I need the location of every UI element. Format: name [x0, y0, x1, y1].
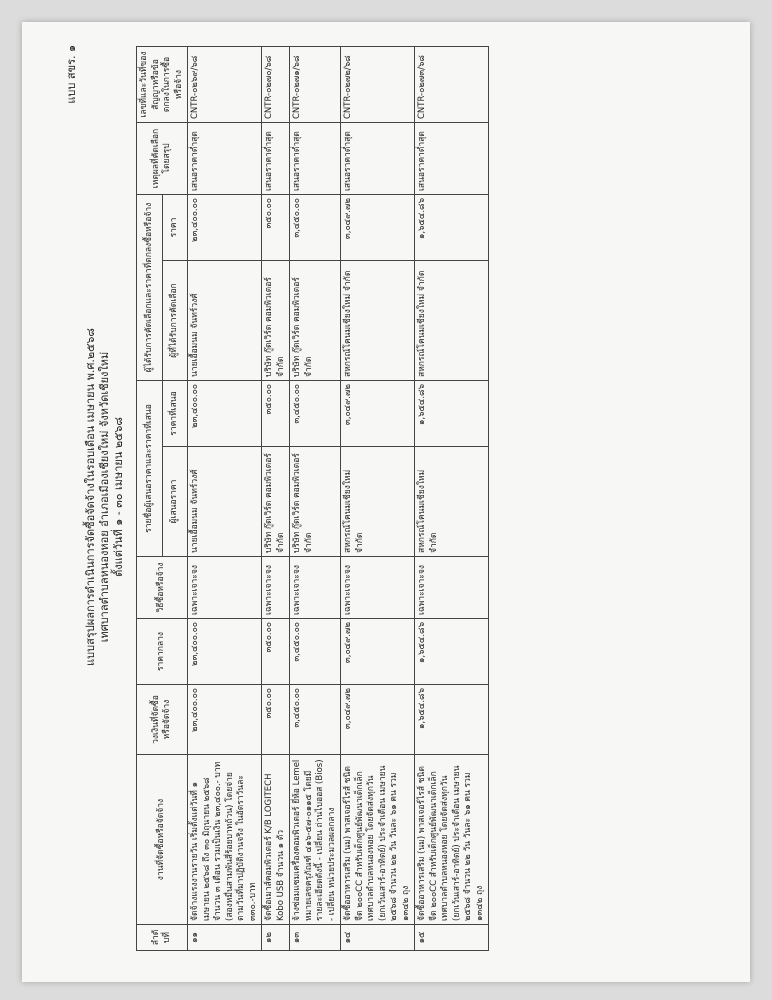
cell-reason: เสนอราคาต่ำสุด [262, 123, 290, 195]
table-row [341, 47, 415, 951]
header-no: ลำดับที่ [137, 925, 188, 951]
rotated-report [62, 35, 722, 959]
cell-median: ๒๓,๔๐๐.๐๐ [188, 619, 262, 685]
cell-offer-price: ๓,๔๕๐.๐๐ [290, 381, 341, 447]
cell-contract: CNTR-๐๒๖๙/๖๘ [188, 47, 262, 123]
cell-offeror: บริษัท กู๊ดเวิร์ด คอมพิวเตอร์ จำกัด [290, 447, 341, 557]
header-method: วิธีซื้อหรือจ้าง [137, 557, 188, 619]
cell-budget: ๓,๐๔๙.๗๒ [341, 685, 415, 755]
cell-no: ๑๒ [262, 925, 290, 951]
cell-price: ๓,๔๕๐.๐๐ [290, 195, 341, 261]
cell-method: เฉพาะเจาะจง [262, 557, 290, 619]
cell-method: เฉพาะเจาะจง [415, 557, 489, 619]
table-row [415, 47, 489, 951]
cell-item: จัดซื้ออาหารเสริม (นม) พาสเจอร์ไรส์ ชนิด จืด ๒๐๐CC สำหรับเด็กศูนย์พัฒนาเด็กเล็กเทศบาลตำบลหนองหอย โดยจัดส่งทุกวัน (ยกเว้นเสาร์-อาทิตย์) ประจำเดือน เมษายน ๒๕๖๘ จำนวน ๒๒ วัน วันละ ๖๑ คน รวม ๑๓๔๒ ถุง [341, 755, 415, 925]
table-row [188, 47, 262, 951]
cell-no: ๑๔ [341, 925, 415, 951]
document-page [22, 22, 750, 982]
cell-price: ๓,๐๔๙.๗๒ [341, 195, 415, 261]
cell-method: เฉพาะเจาะจง [290, 557, 341, 619]
procurement-table [136, 46, 489, 951]
cell-no: ๑๓ [290, 925, 341, 951]
cell-method: เฉพาะเจาะจง [341, 557, 415, 619]
cell-winner: บริษัท กู๊ดเวิร์ด คอมพิวเตอร์ จำกัด [262, 261, 290, 381]
cell-contract: CNTR-๐๒๗๒/๖๘ [341, 47, 415, 123]
cell-winner: นายเอื้อมนม จันทร์วงศ์ [188, 261, 262, 381]
header-item: งานที่จัดซื้อหรือจัดจ้าง [137, 755, 188, 925]
table-row [262, 47, 290, 951]
cell-price: ๒๓,๔๐๐.๐๐ [188, 195, 262, 261]
cell-price: ๑,๖๕๔.๘๖ [415, 195, 489, 261]
report-title: แบบสรุปผลการดำเนินการจัดซื้อจัดจ้างในรอบเดือน เมษายน พ.ศ.๒๕๖๘ [84, 328, 97, 666]
header-reason: เหตุผลที่คัดเลือกโดยสรุป [137, 123, 188, 195]
cell-reason: เสนอราคาต่ำสุด [290, 123, 341, 195]
header-offer-group: รายชื่อผู้เสนอราคาและราคาที่เสนอ [137, 381, 163, 557]
cell-price: ๓๕๐.๐๐ [262, 195, 290, 261]
cell-offeror: นายเอื้อมนม จันทร์วงศ์ [188, 447, 262, 557]
cell-median: ๑,๖๕๔.๘๖ [415, 619, 489, 685]
cell-winner: สหกรณ์โคนมเชียงใหม่ จำกัด [415, 261, 489, 381]
report-subtitle: เทศบาลตำบลหนองหอย อำเภอเมืองเชียงใหม่ จังหวัดเชียงใหม่ [98, 351, 111, 643]
cell-winner: บริษัท กู๊ดเวิร์ด คอมพิวเตอร์ จำกัด [290, 261, 341, 381]
cell-reason: เสนอราคาต่ำสุด [188, 123, 262, 195]
cell-winner: สหกรณ์โคนมเชียงใหม่ จำกัด [341, 261, 415, 381]
header-offeror: ผู้เสนอราคา [162, 447, 188, 557]
report-period: ตั้งแต่วันที่ ๑ - ๓๐ เมษายน ๒๕๖๘ [112, 417, 125, 577]
cell-budget: ๑,๖๕๔.๘๖ [415, 685, 489, 755]
cell-item: จัดจ้างแรงงานรายวัน เริ่มตั้งแต่วันที่ ๑ เมษายน ๒๕๖๘ ถึง ๓๐ มิถุนายน ๒๕๖๘ จำนวน ๓ เดือน รวมเป็นเงิน ๒๓,๔๐๐.- บาท (สองหมื่นสามพันสี่ร้อยบาทถ้วน) โดยจ่ายตามวันที่มาปฏิบัติงานจริง ในอัตราวันละ ๓๓๐.-บาท [188, 755, 262, 925]
cell-offeror: สหกรณ์โคนมเชียงใหม่ จำกัด [341, 447, 415, 557]
cell-item: จ้างซ่อมแซมเครื่องคอมพิวเตอร์ ยี่ห้อ Lemel หมายเลขครุภัณฑ์ ๔๑๖-๕๗-๐๑๑๕ โดยมีรายละเอียดดังนี้ - เปลี่ยน ถ่านไบออส (Bios) - เปลี่ยน หน่วยประมวลผลกลาง [290, 755, 341, 925]
header-budget: วงเงินที่จัดซื้อหรือจัดจ้าง [137, 685, 188, 755]
cell-offer-price: ๒๓,๔๐๐.๐๐ [188, 381, 262, 447]
cell-no: ๑๑ [188, 925, 262, 951]
cell-contract: CNTR-๐๒๗๓/๖๘ [415, 47, 489, 123]
header-selected-group: ผู้ได้รับการคัดเลือกและราคาที่ตกลงซื้อหรือจ้าง [137, 195, 163, 381]
cell-median: ๓,๔๕๐.๐๐ [290, 619, 341, 685]
report-titles [84, 35, 126, 959]
header-offer-price: ราคาที่เสนอ [162, 381, 188, 447]
header-price: ราคา [162, 195, 188, 261]
form-id: แบบ สขร. ๑ [65, 45, 78, 104]
cell-contract: CNTR-๐๒๗๑/๖๘ [290, 47, 341, 123]
cell-offer-price: ๓๕๐.๐๐ [262, 381, 290, 447]
cell-budget: ๓๕๐.๐๐ [262, 685, 290, 755]
cell-budget: ๒๓,๔๐๐.๐๐ [188, 685, 262, 755]
table-row [290, 47, 341, 951]
cell-no: ๑๕ [415, 925, 489, 951]
cell-item: จัดซื้ออาหารเสริม (นม) พาสเจอร์ไรส์ ชนิด จืด ๒๐๐CC สำหรับเด็กศูนย์พัฒนาเด็กเล็กเทศบาลตำบลหนองหอย โดยจัดส่งทุกวัน (ยกเว้นเสาร์-อาทิตย์) ประจำเดือน เมษายน ๒๕๖๘ จำนวน ๒๒ วัน วันละ ๖๑ คน รวม ๑๓๔๒ ถุง [415, 755, 489, 925]
header-median: ราคากลาง [137, 619, 188, 685]
cell-reason: เสนอราคาต่ำสุด [415, 123, 489, 195]
cell-budget: ๓,๔๕๐.๐๐ [290, 685, 341, 755]
cell-median: ๓,๐๔๙.๗๒ [341, 619, 415, 685]
cell-median: ๓๕๐.๐๐ [262, 619, 290, 685]
cell-method: เฉพาะเจาะจง [188, 557, 262, 619]
cell-contract: CNTR-๐๒๗๐/๖๘ [262, 47, 290, 123]
cell-reason: เสนอราคาต่ำสุด [341, 123, 415, 195]
cell-offeror: บริษัท กู๊ดเวิร์ด คอมพิวเตอร์ จำกัด [262, 447, 290, 557]
cell-offer-price: ๑,๖๕๔.๘๖ [415, 381, 489, 447]
header-winner: ผู้ที่ได้รับการคัดเลือก [162, 261, 188, 381]
header-contract: เลขที่และวันที่ของสัญญาหรือข้อตกลงในการซื้อหรือจ้าง [137, 47, 188, 123]
cell-item: จัดซื้อเมาส์คอมพิวเตอร์ K/B LOGITECH Kobo USB จำนวน ๑ ตัว [262, 755, 290, 925]
cell-offeror: สหกรณ์โคนมเชียงใหม่ จำกัด [415, 447, 489, 557]
cell-offer-price: ๓,๐๔๙.๗๒ [341, 381, 415, 447]
